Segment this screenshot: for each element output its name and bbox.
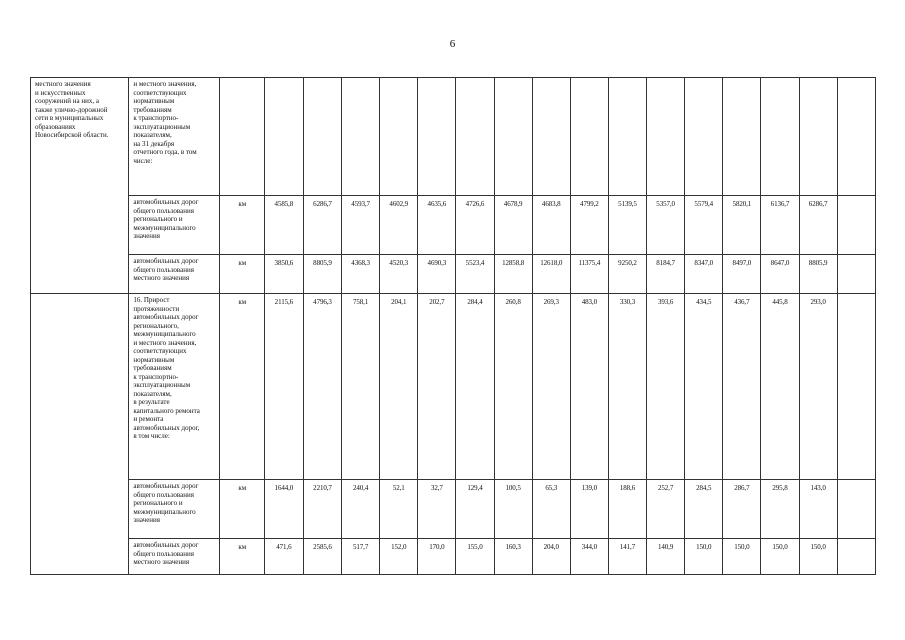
table-row [31,255,876,294]
value-cell: 143,0 [799,480,837,539]
row-unit: км [219,255,264,294]
value-cell: 155,0 [456,539,494,575]
value-cell: 6286,7 [303,196,341,255]
value-cell: 8497,0 [723,255,761,294]
value-cell: 3850,6 [264,255,303,294]
value-cell [837,539,875,575]
value-cell: 2210,7 [303,480,341,539]
table-row [31,480,876,539]
indicator-name-cell: местного значения и искусственных сооружений на них, а также улично-дорожной сети в муниципальных образованиях Новосибирской области. [31,78,129,294]
table-row [31,539,876,575]
value-cell: 284,4 [456,294,494,480]
value-cell [608,78,646,196]
value-cell: 6286,7 [799,196,837,255]
value-cell: 202,7 [418,294,456,480]
value-cell [799,78,837,196]
value-cell: 330,3 [608,294,646,480]
row-unit: км [219,539,264,575]
value-cell: 758,1 [342,294,380,480]
value-cell: 2585,6 [303,539,341,575]
row-description: автомобильных дорог общего пользования местного значения [129,255,219,294]
value-cell: 8805,9 [799,255,837,294]
value-cell [761,78,799,196]
row-unit: км [219,294,264,480]
value-cell: 160,3 [494,539,532,575]
value-cell: 12618,0 [532,255,570,294]
page-number: 6 [449,38,456,50]
value-cell: 4593,7 [342,196,380,255]
value-cell: 170,0 [418,539,456,575]
row-description: автомобильных дорог общего пользования регионального и межмуниципального значения [129,480,219,539]
value-cell: 150,0 [761,539,799,575]
value-cell: 483,0 [570,294,608,480]
value-cell: 32,7 [418,480,456,539]
row-description: и местного значения, соответствующих нормативным требованиям к транспортно- эксплуатационным показателям, на 31 декабря отчетного года, в том числе: [129,78,219,196]
value-cell: 188,6 [608,480,646,539]
value-cell: 100,5 [494,480,532,539]
value-cell: 52,1 [380,480,418,539]
value-cell [723,78,761,196]
row-unit [219,78,264,196]
value-cell: 141,7 [608,539,646,575]
value-cell: 4690,3 [418,255,456,294]
value-cell: 4683,8 [532,196,570,255]
value-cell: 5579,4 [685,196,723,255]
value-cell: 9250,2 [608,255,646,294]
value-cell: 252,7 [647,480,685,539]
value-cell [418,78,456,196]
value-cell: 5357,0 [647,196,685,255]
value-cell: 12858,8 [494,255,532,294]
value-cell: 471,6 [264,539,303,575]
row-unit: км [219,480,264,539]
table-row [31,294,876,480]
table-row [31,196,876,255]
table-row [31,78,876,196]
value-cell: 293,0 [799,294,837,480]
value-cell: 8184,7 [647,255,685,294]
value-cell: 4796,3 [303,294,341,480]
value-cell: 284,5 [685,480,723,539]
value-cell: 1644,0 [264,480,303,539]
value-cell: 5820,1 [723,196,761,255]
value-cell: 445,8 [761,294,799,480]
value-cell: 139,0 [570,480,608,539]
value-cell: 150,0 [685,539,723,575]
value-cell [837,294,875,480]
value-cell [342,78,380,196]
value-cell: 5139,5 [608,196,646,255]
value-cell [570,78,608,196]
row-description: автомобильных дорог общего пользования местного значения [129,539,219,575]
value-cell [837,255,875,294]
value-cell: 140,9 [647,539,685,575]
value-cell: 8647,0 [761,255,799,294]
value-cell: 517,7 [342,539,380,575]
value-cell: 5523,4 [456,255,494,294]
value-cell: 4635,6 [418,196,456,255]
value-cell [380,78,418,196]
value-cell: 4726,6 [456,196,494,255]
value-cell [456,78,494,196]
value-cell: 152,0 [380,539,418,575]
value-cell: 204,0 [532,539,570,575]
value-cell: 150,0 [799,539,837,575]
value-cell [837,196,875,255]
value-cell [303,78,341,196]
value-cell: 286,7 [723,480,761,539]
value-cell: 2115,6 [264,294,303,480]
value-cell [494,78,532,196]
value-cell: 434,5 [685,294,723,480]
table-body [31,78,876,575]
value-cell [837,480,875,539]
value-cell [647,78,685,196]
value-cell [685,78,723,196]
value-cell: 129,4 [456,480,494,539]
indicators-table [30,77,876,575]
value-cell: 4368,3 [342,255,380,294]
value-cell: 8347,0 [685,255,723,294]
value-cell: 65,3 [532,480,570,539]
value-cell: 240,4 [342,480,380,539]
value-cell: 260,8 [494,294,532,480]
value-cell: 150,0 [723,539,761,575]
value-cell [837,78,875,196]
value-cell: 11375,4 [570,255,608,294]
value-cell: 4799,2 [570,196,608,255]
value-cell: 4602,9 [380,196,418,255]
value-cell: 269,3 [532,294,570,480]
value-cell: 344,0 [570,539,608,575]
value-cell: 436,7 [723,294,761,480]
value-cell: 6136,7 [761,196,799,255]
row-unit: км [219,196,264,255]
indicator-name-cell-empty [31,294,129,575]
value-cell: 4520,3 [380,255,418,294]
value-cell: 4585,8 [264,196,303,255]
value-cell: 4678,9 [494,196,532,255]
value-cell: 295,8 [761,480,799,539]
row-description: 16. Прирост протяженности автомобильных дорог регионального, межмуниципального и местного значения, соответствующих нормативным требованиям к транспортно- эксплуатационным показателям, в результате капитального ремонта и ремонта автомобильных дорог, в том числе: [129,294,219,480]
value-cell [532,78,570,196]
value-cell: 8805,9 [303,255,341,294]
row-description: автомобильных дорог общего пользования регионального и межмуниципального значения [129,196,219,255]
value-cell: 204,1 [380,294,418,480]
value-cell: 393,6 [647,294,685,480]
value-cell [264,78,303,196]
